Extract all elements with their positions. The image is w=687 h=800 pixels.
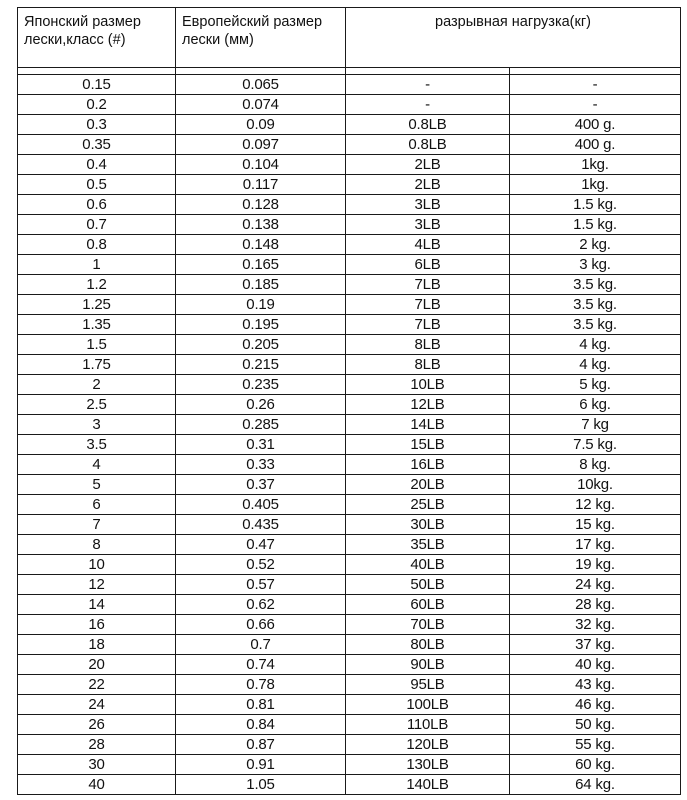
- header-breaking-load: разрывная нагрузка(кг): [346, 8, 681, 68]
- cell-japanese-size: 24: [18, 695, 176, 715]
- table-row: [18, 515, 681, 535]
- table-body: [18, 68, 681, 795]
- cell-load-lb: 16LB: [346, 455, 510, 475]
- cell-european-size: 0.52: [176, 555, 346, 575]
- cell-load-kg: 17 kg.: [510, 535, 681, 555]
- cell-japanese-size: 2: [18, 375, 176, 395]
- cell-load-lb: 7LB: [346, 275, 510, 295]
- cell-japanese-size: 1: [18, 255, 176, 275]
- cell-load-lb: -: [346, 95, 510, 115]
- cell-load-kg: 1.5 kg.: [510, 215, 681, 235]
- cell-japanese-size: 0.35: [18, 135, 176, 155]
- cell-load-kg: 1kg.: [510, 155, 681, 175]
- cell-european-size: 0.117: [176, 175, 346, 195]
- cell-load-kg: 46 kg.: [510, 695, 681, 715]
- cell-load-kg: 37 kg.: [510, 635, 681, 655]
- cell-japanese-size: 26: [18, 715, 176, 735]
- header-row: [18, 8, 681, 68]
- cell-japanese-size: 30: [18, 755, 176, 775]
- cell-load-kg: 3 kg.: [510, 255, 681, 275]
- cell-load-kg: 4 kg.: [510, 355, 681, 375]
- cell-load-lb: 30LB: [346, 515, 510, 535]
- cell-european-size: 0.74: [176, 655, 346, 675]
- cell-load-lb: 7LB: [346, 315, 510, 335]
- cell-european-size: 0.205: [176, 335, 346, 355]
- cell-load-kg: 400 g.: [510, 115, 681, 135]
- cell-european-size: 0.074: [176, 95, 346, 115]
- cell-european-size: 0.19: [176, 295, 346, 315]
- table-row: [18, 775, 681, 795]
- cell-european-size: 0.235: [176, 375, 346, 395]
- cell-japanese-size: 1.35: [18, 315, 176, 335]
- cell-japanese-size: 0.4: [18, 155, 176, 175]
- table-row: [18, 735, 681, 755]
- table-row: [18, 295, 681, 315]
- table-row: [18, 335, 681, 355]
- cell-load-kg: 55 kg.: [510, 735, 681, 755]
- cell-load-kg: 50 kg.: [510, 715, 681, 735]
- cell-load-kg: 7.5 kg.: [510, 435, 681, 455]
- table-row: [18, 695, 681, 715]
- cell-load-kg: 7 kg: [510, 415, 681, 435]
- table-row: [18, 575, 681, 595]
- cell-european-size: 0.165: [176, 255, 346, 275]
- cell-japanese-size: 20: [18, 655, 176, 675]
- cell-load-kg: 400 g.: [510, 135, 681, 155]
- cell-load-lb: 35LB: [346, 535, 510, 555]
- cell-japanese-size: 0.2: [18, 95, 176, 115]
- cell-load-lb: 110LB: [346, 715, 510, 735]
- cell-japanese-size: 18: [18, 635, 176, 655]
- cell-european-size: 0.37: [176, 475, 346, 495]
- cell-japanese-size: 1.25: [18, 295, 176, 315]
- cell-load-lb: 70LB: [346, 615, 510, 635]
- table-row: [18, 255, 681, 275]
- table-row: [18, 95, 681, 115]
- table-row: [18, 535, 681, 555]
- cell-load-kg: -: [510, 95, 681, 115]
- cell-european-size: 0.215: [176, 355, 346, 375]
- cell-load-kg: 10kg.: [510, 475, 681, 495]
- cell-european-size: 0.81: [176, 695, 346, 715]
- cell-european-size: 0.435: [176, 515, 346, 535]
- table-row: [18, 235, 681, 255]
- cell-load-lb: -: [346, 75, 510, 95]
- cell-japanese-size: 12: [18, 575, 176, 595]
- table-row: [18, 675, 681, 695]
- cell-european-size: 0.7: [176, 635, 346, 655]
- table-row: [18, 355, 681, 375]
- cell-european-size: 0.138: [176, 215, 346, 235]
- cell-european-size: 0.097: [176, 135, 346, 155]
- table-row: [18, 375, 681, 395]
- cell-load-kg: 40 kg.: [510, 655, 681, 675]
- cell-european-size: 0.66: [176, 615, 346, 635]
- cell-load-kg: 32 kg.: [510, 615, 681, 635]
- table-row: [18, 175, 681, 195]
- table-row: [18, 495, 681, 515]
- cell-load-lb: 8LB: [346, 355, 510, 375]
- cell-load-kg: 2 kg.: [510, 235, 681, 255]
- table-row: [18, 135, 681, 155]
- cell-load-lb: 80LB: [346, 635, 510, 655]
- cell-european-size: 0.128: [176, 195, 346, 215]
- table-row: [18, 555, 681, 575]
- table-row: [18, 635, 681, 655]
- cell-japanese-size: 22: [18, 675, 176, 695]
- cell-european-size: 0.195: [176, 315, 346, 335]
- table-row: [18, 595, 681, 615]
- cell-japanese-size: 1.2: [18, 275, 176, 295]
- cell-load-lb: 4LB: [346, 235, 510, 255]
- cell-japanese-size: 7: [18, 515, 176, 535]
- table-row: [18, 115, 681, 135]
- cell-load-lb: 25LB: [346, 495, 510, 515]
- table-row: [18, 715, 681, 735]
- table-row: [18, 435, 681, 455]
- header-spacer-row: [18, 68, 681, 75]
- table-row: [18, 155, 681, 175]
- cell-load-lb: 6LB: [346, 255, 510, 275]
- cell-japanese-size: 8: [18, 535, 176, 555]
- cell-japanese-size: 16: [18, 615, 176, 635]
- cell-japanese-size: 0.3: [18, 115, 176, 135]
- cell-japanese-size: 4: [18, 455, 176, 475]
- cell-european-size: 0.185: [176, 275, 346, 295]
- cell-japanese-size: 0.5: [18, 175, 176, 195]
- table-row: [18, 755, 681, 775]
- cell-load-lb: 3LB: [346, 195, 510, 215]
- cell-load-lb: 10LB: [346, 375, 510, 395]
- cell-load-lb: 8LB: [346, 335, 510, 355]
- cell-load-kg: -: [510, 75, 681, 95]
- table-row: [18, 215, 681, 235]
- cell-load-lb: 95LB: [346, 675, 510, 695]
- cell-japanese-size: 5: [18, 475, 176, 495]
- cell-load-kg: 15 kg.: [510, 515, 681, 535]
- cell-european-size: 0.78: [176, 675, 346, 695]
- cell-load-kg: 3.5 kg.: [510, 295, 681, 315]
- cell-load-kg: 12 kg.: [510, 495, 681, 515]
- cell-japanese-size: 1.75: [18, 355, 176, 375]
- cell-load-lb: 2LB: [346, 175, 510, 195]
- cell-load-lb: 120LB: [346, 735, 510, 755]
- cell-load-kg: 19 kg.: [510, 555, 681, 575]
- cell-load-lb: 90LB: [346, 655, 510, 675]
- cell-japanese-size: 10: [18, 555, 176, 575]
- header-japanese-size: Японский размер лески,класс (#): [18, 8, 176, 68]
- table-row: [18, 315, 681, 335]
- table-row: [18, 615, 681, 635]
- cell-japanese-size: 28: [18, 735, 176, 755]
- cell-load-kg: 43 kg.: [510, 675, 681, 695]
- table-row: [18, 415, 681, 435]
- cell-european-size: 0.148: [176, 235, 346, 255]
- cell-japanese-size: 3.5: [18, 435, 176, 455]
- cell-european-size: 0.405: [176, 495, 346, 515]
- cell-load-lb: 40LB: [346, 555, 510, 575]
- cell-japanese-size: 3: [18, 415, 176, 435]
- table-row: [18, 455, 681, 475]
- cell-load-lb: 14LB: [346, 415, 510, 435]
- cell-japanese-size: 2.5: [18, 395, 176, 415]
- cell-european-size: 0.84: [176, 715, 346, 735]
- cell-european-size: 0.285: [176, 415, 346, 435]
- cell-european-size: 0.26: [176, 395, 346, 415]
- cell-load-kg: 60 kg.: [510, 755, 681, 775]
- table-row: [18, 395, 681, 415]
- cell-european-size: 0.065: [176, 75, 346, 95]
- cell-load-lb: 2LB: [346, 155, 510, 175]
- cell-load-kg: 24 kg.: [510, 575, 681, 595]
- cell-load-kg: 8 kg.: [510, 455, 681, 475]
- cell-european-size: 0.62: [176, 595, 346, 615]
- table-row: [18, 275, 681, 295]
- cell-load-lb: 140LB: [346, 775, 510, 795]
- cell-european-size: 0.104: [176, 155, 346, 175]
- cell-european-size: 0.57: [176, 575, 346, 595]
- cell-load-lb: 130LB: [346, 755, 510, 775]
- cell-european-size: 0.09: [176, 115, 346, 135]
- cell-european-size: 0.91: [176, 755, 346, 775]
- cell-load-kg: 1kg.: [510, 175, 681, 195]
- cell-load-kg: 3.5 kg.: [510, 275, 681, 295]
- cell-japanese-size: 1.5: [18, 335, 176, 355]
- cell-load-lb: 20LB: [346, 475, 510, 495]
- cell-load-kg: 4 kg.: [510, 335, 681, 355]
- cell-load-lb: 60LB: [346, 595, 510, 615]
- table-row: [18, 75, 681, 95]
- cell-load-lb: 7LB: [346, 295, 510, 315]
- cell-japanese-size: 40: [18, 775, 176, 795]
- cell-european-size: 0.47: [176, 535, 346, 555]
- cell-load-lb: 0.8LB: [346, 135, 510, 155]
- cell-load-lb: 3LB: [346, 215, 510, 235]
- cell-load-lb: 50LB: [346, 575, 510, 595]
- cell-load-lb: 0.8LB: [346, 115, 510, 135]
- line-size-table: [17, 7, 681, 795]
- cell-load-kg: 1.5 kg.: [510, 195, 681, 215]
- cell-load-lb: 100LB: [346, 695, 510, 715]
- table-row: [18, 195, 681, 215]
- cell-japanese-size: 14: [18, 595, 176, 615]
- cell-european-size: 0.33: [176, 455, 346, 475]
- cell-european-size: 0.31: [176, 435, 346, 455]
- cell-load-kg: 3.5 kg.: [510, 315, 681, 335]
- cell-load-kg: 64 kg.: [510, 775, 681, 795]
- cell-japanese-size: 0.15: [18, 75, 176, 95]
- cell-european-size: 1.05: [176, 775, 346, 795]
- cell-japanese-size: 0.8: [18, 235, 176, 255]
- cell-japanese-size: 6: [18, 495, 176, 515]
- cell-load-lb: 12LB: [346, 395, 510, 415]
- cell-european-size: 0.87: [176, 735, 346, 755]
- cell-load-kg: 6 kg.: [510, 395, 681, 415]
- table-row: [18, 475, 681, 495]
- header-european-size: Европейский размер лески (мм): [176, 8, 346, 68]
- cell-japanese-size: 0.6: [18, 195, 176, 215]
- cell-japanese-size: 0.7: [18, 215, 176, 235]
- cell-load-kg: 28 kg.: [510, 595, 681, 615]
- cell-load-kg: 5 kg.: [510, 375, 681, 395]
- cell-load-lb: 15LB: [346, 435, 510, 455]
- table-row: [18, 655, 681, 675]
